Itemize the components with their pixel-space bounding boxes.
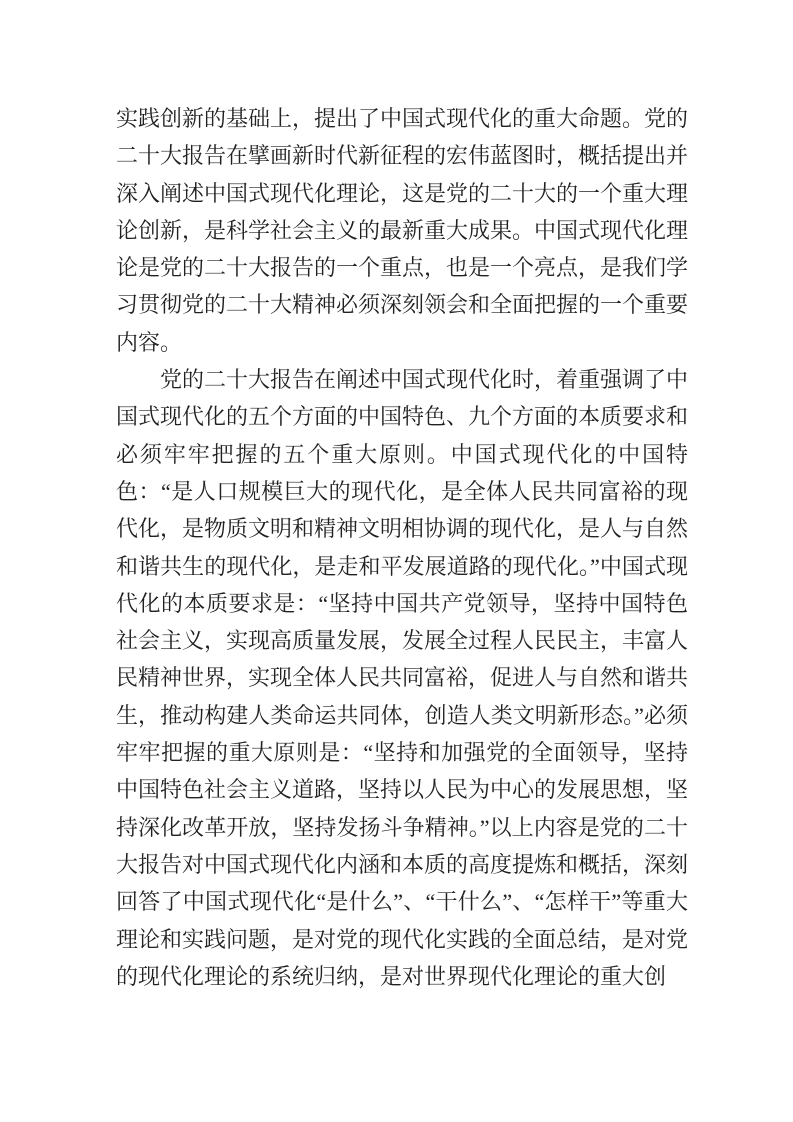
document-text-block	[116, 100, 688, 995]
paragraph-2: 党的二十大报告在阐述中国式现代化时，着重强调了中国式现代化的五个方面的中国特色、九个方面的本质要求和必须牢牢把握的五个重大原则。中国式现代化的中国特色：“是人口规模巨大的现代化，是全体人民共同富裕的现代化，是物质文明和精神文明相协调的现代化，是人与自然和谐共生的现代化，是走和平发展道路的现代化。”中国式现代化的本质要求是：“坚持中国共产党领导，坚持中国特色社会主义，实现高质量发展，发展全过程人民民主，丰富人民精神世界，实现全体人民共同富裕，促进人与自然和谐共生，推动构建人类命运共同体，创造人类文明新形态。”必须牢牢把握的重大原则是：“坚持和加强党的全面领导，坚持中国特色社会主义道路，坚持以人民为中心的发展思想，坚持深化改革开放，坚持发扬斗争精神。”以上内容是党的二十大报告对中国式现代化内涵和本质的高度提炼和概括，深刻回答了中国式现代化“是什么”、“干什么”、“怎样干”等重大理论和实践问题，是对党的现代化实践的全面总结，是对党的现代化理论的系统归纳，是对世界现代化理论的重大创	[116, 367, 689, 989]
paragraph-1: 实践创新的基础上，提出了中国式现代化的重大命题。党的二十大报告在擘画新时代新征程的宏伟蓝图时，概括提出并深入阐述中国式现代化理论，这是党的二十大的一个重大理论创新，是科学社会主义的最新重大成果。中国式现代化理论是党的二十大报告的一个重点，也是一个亮点，是我们学习贯彻党的二十大精神必须深刻领会和全面把握的一个重要内容。	[116, 106, 689, 355]
